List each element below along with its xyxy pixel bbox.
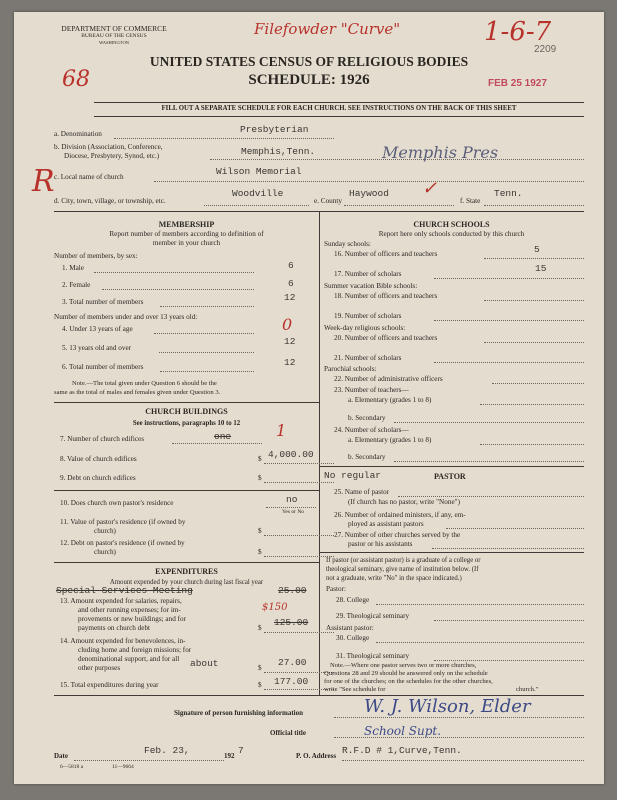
q13-label: 13. Amount expended for salaries, repairs,: [60, 597, 182, 605]
q17-value: 15: [535, 263, 547, 274]
q6-total-value: 12: [284, 357, 296, 368]
q15-total-value: 177.00: [274, 676, 309, 687]
pastor-note-2: Questions 28 and 29 should be answered only on the schedule: [324, 670, 488, 677]
q14-value: 27.00: [278, 657, 307, 668]
q4-under13-label: 4. Under 13 years of age: [62, 325, 133, 333]
about-note: about: [190, 658, 219, 669]
schools-intro: Report here only schools conducted by this church: [378, 230, 525, 238]
q11-residence-value-label: 11. Value of pastor's residence (if owned by: [60, 518, 186, 526]
q4-under13-value: 0: [282, 315, 293, 334]
q14-label-3: denominational support, and for all: [78, 655, 180, 663]
q24b-label: b. Secondary: [348, 453, 386, 461]
q10-residence-label: 10. Does church own pastor's residence: [60, 499, 174, 507]
membership-title: MEMBERSHIP: [158, 220, 215, 229]
q26-label: 26. Number of ordained ministers, if any, em-: [334, 511, 466, 519]
q12-dollar: $: [258, 548, 262, 556]
signature-value: W. J. Wilson, Elder: [364, 696, 531, 717]
official-title-label: Official title: [270, 729, 306, 737]
pastor-title: PASTOR: [434, 472, 466, 481]
members-by-age-label: Number of members under and over 13 years old:: [54, 313, 198, 321]
city-label: d. City, town, village, or township, etc.: [54, 197, 166, 205]
local-name-label: c. Local name of church: [54, 173, 124, 181]
q27-label-2: pastor or his assistants: [348, 540, 413, 548]
summer-schools-label: Summer vacation Bible schools:: [324, 282, 418, 290]
q15-dollar: $: [258, 681, 262, 689]
special-services-value: 25.00: [278, 585, 307, 596]
q5-over13-value: 12: [284, 336, 296, 347]
q1-male-label: 1. Male: [62, 264, 84, 272]
print-code: 11—9664: [112, 764, 134, 770]
division-label: b. Division (Association, Conference,: [54, 143, 163, 151]
q16-value: 5: [534, 244, 540, 255]
pastor-sub-label: Pastor:: [326, 585, 346, 593]
handwritten-file-note: Filefowder "Curve": [254, 20, 401, 38]
q6-total-label: 6. Total number of members: [62, 363, 144, 371]
county-value: Haywood: [349, 188, 389, 199]
q11-dollar: $: [258, 527, 262, 535]
q13-value: 125.00: [274, 617, 309, 628]
date-value: Feb. 23,: [144, 745, 190, 756]
q23a-label: a. Elementary (grades 1 to 8): [348, 396, 432, 404]
handwritten-number: 68: [62, 67, 90, 92]
buildings-intro: See instructions, paragraphs 10 to 12: [132, 420, 241, 427]
q14-dollar: $: [258, 664, 262, 672]
q13-handwritten-value: $150: [262, 602, 288, 613]
pastor-note-4: write "See schedule for: [324, 686, 386, 693]
q2-female-label: 2. Female: [62, 281, 91, 289]
date-label: Date: [54, 752, 68, 760]
po-address-value: R.F.D # 1,Curve,Tenn.: [342, 745, 462, 756]
q5-over13-label: 5. 13 years old and over: [62, 344, 132, 352]
bureau-name: BUREAU OF THE CENSUS: [81, 33, 147, 39]
division-label-2: Diocese, Presbytery, Synod, etc.): [64, 152, 160, 160]
denomination-value: Presbyterian: [240, 124, 309, 135]
handwritten-code: 1-6-7: [484, 17, 552, 47]
year-prefix: 192: [224, 752, 235, 760]
denomination-label: a. Denomination: [54, 130, 102, 138]
q7-edifices-value: one: [214, 431, 232, 442]
membership-note: Note.—The total given under Question 6 should be the: [72, 380, 217, 387]
q8-dollar: $: [258, 455, 262, 463]
q30-label: 30. College: [336, 634, 370, 642]
q31-label: 31. Theological seminary: [336, 652, 410, 660]
form-title: UNITED STATES CENSUS OF RELIGIOUS BODIES: [149, 54, 469, 69]
schools-title: CHURCH SCHOOLS: [413, 220, 490, 229]
assistant-pastor-label: Assistant pastor:: [326, 624, 374, 632]
q10-residence-value: no: [286, 494, 298, 505]
signature-label: Signature of person furnishing information: [174, 709, 303, 717]
q3-total-label: 3. Total number of members: [62, 298, 144, 306]
q13-label-3: provements or new buildings; and for: [78, 615, 186, 623]
q11-church: church): [94, 527, 116, 535]
graduate-instruction: If pastor (or assistant pastor) is a graduate of a college or: [326, 557, 481, 564]
q28-label: 28. College: [336, 596, 370, 604]
q29-label: 29. Theological seminary: [336, 612, 410, 620]
buildings-title: CHURCH BUILDINGS: [145, 407, 228, 416]
division-value: Memphis,Tenn.: [241, 146, 316, 157]
q27-label: 27. Number of other churches served by the: [334, 531, 461, 539]
q14-label: 14. Amount expended for benevolences, in-: [60, 637, 186, 645]
parochial-schools-label: Parochial schools:: [324, 365, 377, 373]
q2-female-value: 6: [288, 278, 294, 289]
no-regular-pastor-note: No regular: [324, 470, 382, 481]
q23b-label: b. Secondary: [348, 414, 386, 422]
q17-label: 17. Number of scholars: [334, 270, 402, 278]
q1-male-value: 6: [288, 260, 294, 271]
q25-label: 25. Name of pastor: [334, 488, 390, 496]
q12-residence-debt-label: 12. Debt on pastor's residence (if owned by: [60, 539, 185, 547]
pastor-note-3: for one of the churches; on the schedules for the other churches,: [324, 678, 493, 685]
weekday-schools-label: Week-day religious schools:: [324, 324, 406, 332]
local-name-value: Wilson Memorial: [216, 166, 302, 177]
yes-or-no-hint: Yes or No: [282, 509, 305, 515]
official-title-value: School Supt.: [364, 724, 442, 738]
q7-edifices-label: 7. Number of church edifices: [60, 435, 145, 443]
q15-total-label: 15. Total expenditures during year: [60, 681, 159, 689]
sunday-schools-label: Sunday schools:: [324, 240, 371, 248]
division-handwritten: Memphis Pres: [382, 143, 499, 162]
q14-label-2: cluding home and foreign missions; for: [78, 646, 192, 654]
q7-handwritten-value: 1: [276, 421, 287, 440]
year-value: 7: [238, 745, 244, 756]
schedule-year: SCHEDULE: 1926: [248, 72, 370, 88]
city-name: WASHINGTON: [99, 40, 129, 45]
special-services-entry: Special Services Meeting: [56, 585, 193, 596]
membership-intro: Report number of members according to definition of: [109, 230, 264, 238]
q3-total-value: 12: [284, 292, 296, 303]
schedule-number: 2209: [534, 44, 557, 55]
q13-label-4: payments on church debt: [78, 624, 151, 632]
q13-dollar: $: [258, 624, 262, 632]
q12-church: church): [94, 548, 116, 556]
county-check-mark: ✓: [422, 178, 438, 199]
q20-label: 20. Number of officers and teachers: [334, 334, 438, 342]
county-label: e. County: [314, 197, 342, 205]
q26-label-2: ployed as assistant pastors: [348, 520, 424, 528]
received-date-stamp: FEB 25 1927: [488, 78, 547, 89]
pastor-note: Note.—Where one pastor serves two or more churches,: [330, 662, 477, 669]
members-by-sex-label: Number of members, by sex:: [54, 252, 138, 260]
red-mark-r: R: [32, 164, 55, 199]
city-value: Woodville: [232, 188, 284, 199]
q24a-label: a. Elementary (grades 1 to 8): [348, 436, 432, 444]
state-label: f. State: [460, 197, 481, 205]
q18-label: 18. Number of officers and teachers: [334, 292, 438, 300]
po-address-label: P. O. Address: [296, 752, 337, 760]
department-name: DEPARTMENT OF COMMERCE: [61, 24, 167, 33]
expenditures-intro: Amount expended by your church during last fiscal year: [109, 579, 264, 586]
expenditures-title: EXPENDITURES: [155, 567, 218, 576]
q8-value-label: 8. Value of church edifices: [60, 455, 137, 463]
q23-label: 23. Number of teachers—: [334, 386, 409, 394]
q19-label: 19. Number of scholars: [334, 312, 402, 320]
graduate-instruction-2: theological seminary, give name of institution below. (If: [326, 566, 479, 573]
fill-instruction: FILL OUT A SEPARATE SCHEDULE FOR EACH CHURCH. SEE INSTRUCTIONS ON THE BACK OF THIS SHEET: [161, 105, 517, 112]
form-code: 6—5818 a: [60, 764, 84, 770]
membership-note-2: same as the total of males and females given under Question 3.: [54, 389, 221, 396]
q13-label-2: and other running expenses; for im-: [78, 606, 181, 614]
q25-hint: (If church has no pastor, write "None"): [348, 498, 460, 506]
pastor-note-5: church.": [516, 686, 539, 693]
census-schedule-sheet: [14, 12, 604, 784]
membership-intro-2: member in your church: [152, 239, 221, 247]
q9-debt-label: 9. Debt on church edifices: [60, 474, 136, 482]
q24-label: 24. Number of scholars—: [334, 426, 409, 434]
q8-value: 4,000.00: [268, 449, 314, 460]
q16-label: 16. Number of officers and teachers: [334, 250, 438, 258]
q9-dollar: $: [258, 474, 262, 482]
graduate-instruction-3: not a graduate, write "No" in the space indicated.): [326, 575, 462, 582]
q21-label: 21. Number of scholars: [334, 354, 402, 362]
q22-label: 22. Number of administrative officers: [334, 375, 443, 383]
state-value: Tenn.: [494, 188, 523, 199]
q14-label-4: other purposes: [78, 664, 121, 672]
